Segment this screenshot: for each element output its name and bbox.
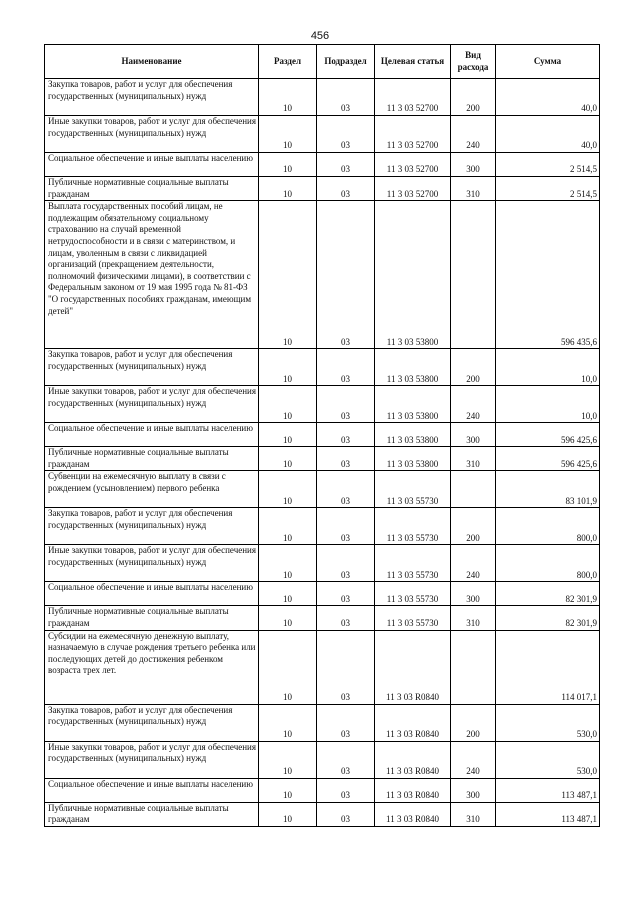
row-target-item-cell: 11 3 03 R0840 <box>375 741 451 778</box>
row-section-cell: 10 <box>259 606 317 630</box>
col-header-name: Наименование <box>45 45 259 79</box>
row-amount-cell: 530,0 <box>496 704 600 741</box>
row-section-cell: 10 <box>259 201 317 349</box>
row-name-cell: Публичные нормативные социальные выплаты гражданам <box>45 177 259 201</box>
table-row <box>45 386 600 423</box>
col-header-target-item: Целевая статья <box>375 45 451 79</box>
row-amount-cell: 40,0 <box>496 79 600 116</box>
row-name-cell: Закупка товаров, работ и услуг для обеспечения государственных (муниципальных) нужд <box>45 704 259 741</box>
row-expense-type-cell <box>451 201 496 349</box>
row-name-cell: Публичные нормативные социальные выплаты гражданам <box>45 802 259 826</box>
row-section-cell: 10 <box>259 177 317 201</box>
row-amount-cell: 596 425,6 <box>496 447 600 471</box>
row-name-cell: Иные закупки товаров, работ и услуг для обеспечения государственных (муниципальных) нужд <box>45 116 259 153</box>
row-name-cell: Публичные нормативные социальные выплаты гражданам <box>45 447 259 471</box>
row-expense-type-cell <box>451 471 496 508</box>
table-row <box>45 508 600 545</box>
row-subsection-cell: 03 <box>317 630 375 704</box>
row-section-cell: 10 <box>259 630 317 704</box>
row-section-cell: 10 <box>259 386 317 423</box>
row-subsection-cell: 03 <box>317 447 375 471</box>
row-subsection-cell: 03 <box>317 349 375 386</box>
row-amount-cell: 113 487,1 <box>496 778 600 802</box>
row-section-cell: 10 <box>259 545 317 582</box>
row-expense-type-cell: 240 <box>451 741 496 778</box>
row-amount-cell: 83 101,9 <box>496 471 600 508</box>
col-header-section: Раздел <box>259 45 317 79</box>
row-target-item-cell: 11 3 03 52700 <box>375 116 451 153</box>
table-row <box>45 447 600 471</box>
table-row <box>45 582 600 606</box>
table-row <box>45 201 600 349</box>
row-amount-cell: 113 487,1 <box>496 802 600 826</box>
row-name-cell: Социальное обеспечение и иные выплаты населению <box>45 582 259 606</box>
row-target-item-cell: 11 3 03 55730 <box>375 508 451 545</box>
row-target-item-cell: 11 3 03 53800 <box>375 423 451 447</box>
row-amount-cell: 530,0 <box>496 741 600 778</box>
row-subsection-cell: 03 <box>317 778 375 802</box>
table-row <box>45 79 600 116</box>
row-section-cell: 10 <box>259 79 317 116</box>
table-row <box>45 741 600 778</box>
row-expense-type-cell: 300 <box>451 423 496 447</box>
table-body <box>45 79 600 827</box>
row-target-item-cell: 11 3 03 53800 <box>375 386 451 423</box>
row-target-item-cell: 11 3 03 52700 <box>375 153 451 177</box>
row-amount-cell: 114 017,1 <box>496 630 600 704</box>
row-subsection-cell: 03 <box>317 508 375 545</box>
row-target-item-cell: 11 3 03 52700 <box>375 177 451 201</box>
row-subsection-cell: 03 <box>317 386 375 423</box>
table-row <box>45 177 600 201</box>
row-amount-cell: 2 514,5 <box>496 177 600 201</box>
row-expense-type-cell: 240 <box>451 116 496 153</box>
table-row <box>45 471 600 508</box>
table-row <box>45 704 600 741</box>
col-header-subsection: Подраздел <box>317 45 375 79</box>
row-subsection-cell: 03 <box>317 79 375 116</box>
table-row <box>45 778 600 802</box>
row-subsection-cell: 03 <box>317 545 375 582</box>
row-expense-type-cell: 310 <box>451 177 496 201</box>
row-section-cell: 10 <box>259 508 317 545</box>
row-name-cell: Закупка товаров, работ и услуг для обеспечения государственных (муниципальных) нужд <box>45 508 259 545</box>
row-name-cell: Выплата государственных пособий лицам, не подлежащим обязательному социальному страхованию на случай временной нетрудоспособности и в связи с материнством, и лицам, уволенным в связи с ликвидацией организаций (прекращением деятельности, полномочий физическими лицами), в соответствии с Федеральным законом от 19 мая 1995 года № 81-ФЗ "О государственных пособиях гражданам, имеющим детей" <box>45 201 259 349</box>
row-subsection-cell: 03 <box>317 582 375 606</box>
row-name-cell: Закупка товаров, работ и услуг для обеспечения государственных (муниципальных) нужд <box>45 79 259 116</box>
row-amount-cell: 40,0 <box>496 116 600 153</box>
row-target-item-cell: 11 3 03 55730 <box>375 606 451 630</box>
row-amount-cell: 596 435,6 <box>496 201 600 349</box>
table-row <box>45 423 600 447</box>
row-target-item-cell: 11 3 03 55730 <box>375 471 451 508</box>
row-section-cell: 10 <box>259 116 317 153</box>
table-row <box>45 630 600 704</box>
row-target-item-cell: 11 3 03 R0840 <box>375 778 451 802</box>
budget-table <box>44 44 600 827</box>
row-name-cell: Публичные нормативные социальные выплаты гражданам <box>45 606 259 630</box>
row-name-cell: Субвенции на ежемесячную выплату в связи с рождением (усыновлением) первого ребенка <box>45 471 259 508</box>
row-amount-cell: 82 301,9 <box>496 582 600 606</box>
row-amount-cell: 10,0 <box>496 349 600 386</box>
row-subsection-cell: 03 <box>317 423 375 447</box>
row-amount-cell: 800,0 <box>496 545 600 582</box>
row-name-cell: Социальное обеспечение и иные выплаты населению <box>45 153 259 177</box>
col-header-expense-type: Вид расхода <box>451 45 496 79</box>
row-section-cell: 10 <box>259 704 317 741</box>
row-target-item-cell: 11 3 03 R0840 <box>375 630 451 704</box>
row-section-cell: 10 <box>259 471 317 508</box>
row-target-item-cell: 11 3 03 55730 <box>375 545 451 582</box>
row-section-cell: 10 <box>259 153 317 177</box>
row-section-cell: 10 <box>259 349 317 386</box>
row-section-cell: 10 <box>259 582 317 606</box>
row-name-cell: Социальное обеспечение и иные выплаты населению <box>45 778 259 802</box>
row-expense-type-cell <box>451 630 496 704</box>
row-expense-type-cell: 300 <box>451 582 496 606</box>
row-expense-type-cell: 310 <box>451 802 496 826</box>
table-row <box>45 153 600 177</box>
row-target-item-cell: 11 3 03 53800 <box>375 349 451 386</box>
row-name-cell: Закупка товаров, работ и услуг для обеспечения государственных (муниципальных) нужд <box>45 349 259 386</box>
row-subsection-cell: 03 <box>317 153 375 177</box>
col-header-amount: Сумма <box>496 45 600 79</box>
table-row <box>45 545 600 582</box>
row-subsection-cell: 03 <box>317 802 375 826</box>
table-row <box>45 802 600 826</box>
row-amount-cell: 596 425,6 <box>496 423 600 447</box>
row-name-cell: Иные закупки товаров, работ и услуг для обеспечения государственных (муниципальных) нужд <box>45 386 259 423</box>
row-expense-type-cell: 240 <box>451 545 496 582</box>
row-amount-cell: 10,0 <box>496 386 600 423</box>
row-subsection-cell: 03 <box>317 177 375 201</box>
row-target-item-cell: 11 3 03 R0840 <box>375 802 451 826</box>
row-target-item-cell: 11 3 03 55730 <box>375 582 451 606</box>
row-expense-type-cell: 200 <box>451 79 496 116</box>
row-expense-type-cell: 200 <box>451 704 496 741</box>
row-subsection-cell: 03 <box>317 471 375 508</box>
row-subsection-cell: 03 <box>317 201 375 349</box>
row-section-cell: 10 <box>259 423 317 447</box>
row-subsection-cell: 03 <box>317 606 375 630</box>
row-expense-type-cell: 200 <box>451 508 496 545</box>
table-row <box>45 606 600 630</box>
row-name-cell: Субсидии на ежемесячную денежную выплату, назначаемую в случае рождения третьего ребенка или последующих детей до достижения ребенком возраста трех лет. <box>45 630 259 704</box>
row-target-item-cell: 11 3 03 R0840 <box>375 704 451 741</box>
row-section-cell: 10 <box>259 447 317 471</box>
row-expense-type-cell: 200 <box>451 349 496 386</box>
table-header-row <box>45 45 600 79</box>
row-amount-cell: 82 301,9 <box>496 606 600 630</box>
table-row <box>45 116 600 153</box>
row-expense-type-cell: 240 <box>451 386 496 423</box>
page-number: 456 <box>310 30 330 42</box>
row-expense-type-cell: 300 <box>451 778 496 802</box>
row-target-item-cell: 11 3 03 52700 <box>375 79 451 116</box>
row-section-cell: 10 <box>259 802 317 826</box>
row-expense-type-cell: 310 <box>451 606 496 630</box>
row-name-cell: Иные закупки товаров, работ и услуг для обеспечения государственных (муниципальных) нужд <box>45 545 259 582</box>
row-subsection-cell: 03 <box>317 741 375 778</box>
row-target-item-cell: 11 3 03 53800 <box>375 447 451 471</box>
row-amount-cell: 2 514,5 <box>496 153 600 177</box>
row-name-cell: Социальное обеспечение и иные выплаты населению <box>45 423 259 447</box>
row-expense-type-cell: 310 <box>451 447 496 471</box>
row-expense-type-cell: 300 <box>451 153 496 177</box>
row-section-cell: 10 <box>259 741 317 778</box>
row-section-cell: 10 <box>259 778 317 802</box>
row-subsection-cell: 03 <box>317 704 375 741</box>
row-name-cell: Иные закупки товаров, работ и услуг для обеспечения государственных (муниципальных) нужд <box>45 741 259 778</box>
row-amount-cell: 800,0 <box>496 508 600 545</box>
table-row <box>45 349 600 386</box>
row-subsection-cell: 03 <box>317 116 375 153</box>
row-target-item-cell: 11 3 03 53800 <box>375 201 451 349</box>
